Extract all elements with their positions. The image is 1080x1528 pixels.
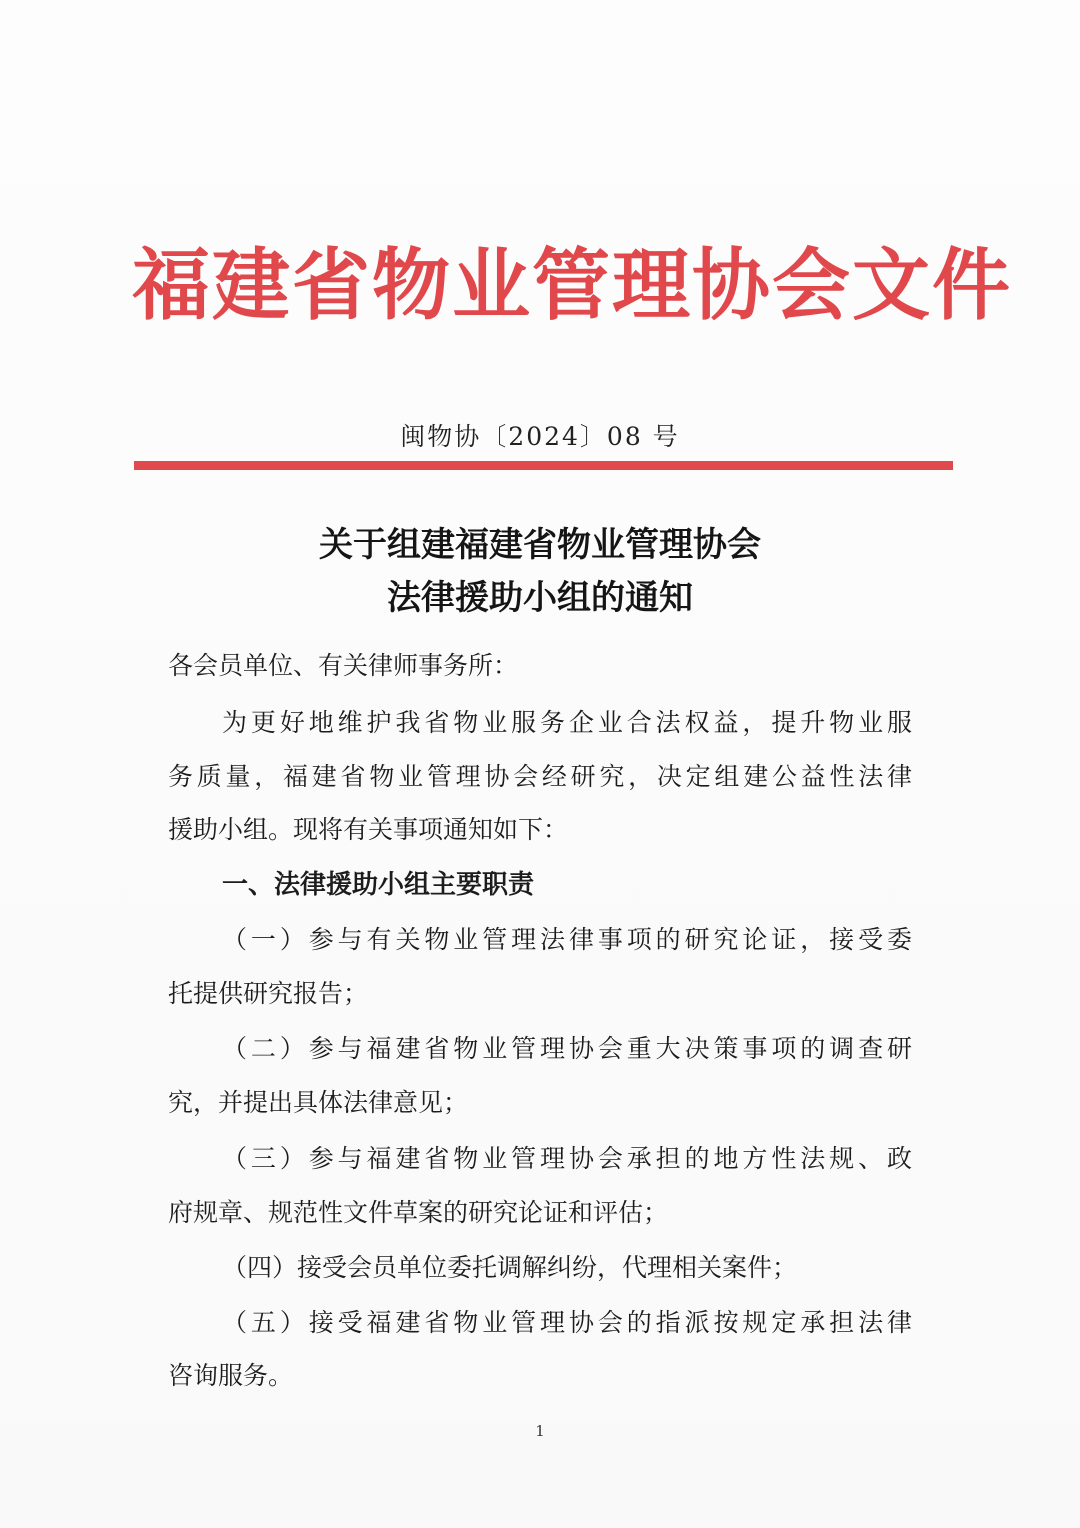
intro-line-1: 为更好地维护我省物业服务企业合法权益，提升物业服	[222, 708, 912, 737]
document-number: 闽物协〔2024〕08 号	[400, 422, 680, 451]
item-5-line-2: 咨询服务。	[168, 1361, 294, 1390]
item-3-line-2: 府规章、规范性文件草案的研究论证和评估；	[168, 1198, 669, 1227]
notice-title-line-1: 关于组建福建省物业管理协会	[319, 525, 761, 565]
masthead-title: 福建省物业管理协会文件	[132, 241, 1013, 331]
item-3-line-1: （三）参与福建省物业管理协会承担的地方性法规、政	[222, 1144, 912, 1173]
intro-line-2: 务质量，福建省物业管理协会经研究，决定组建公益性法律	[168, 762, 912, 791]
notice-title-line-2: 法律援助小组的通知	[387, 578, 693, 618]
item-1-line-2: 托提供研究报告；	[168, 979, 369, 1008]
item-2-line-1: （二）参与福建省物业管理协会重大决策事项的调查研	[222, 1034, 912, 1063]
item-1-line-1: （一）参与有关物业管理法律事项的研究论证，接受委	[222, 925, 912, 954]
intro-line-3: 援助小组。现将有关事项通知如下：	[168, 815, 569, 844]
red-divider-rule	[134, 461, 953, 470]
item-5-line-1: （五）接受福建省物业管理协会的指派按规定承担法律	[222, 1308, 912, 1337]
page-number: 1	[535, 1422, 545, 1440]
item-4-line-1: （四）接受会员单位委托调解纠纷，代理相关案件；	[222, 1253, 798, 1282]
item-2-line-2: 究，并提出具体法律意见；	[168, 1088, 469, 1117]
section-heading: 一、法律援助小组主要职责	[222, 870, 535, 900]
salutation: 各会员单位、有关律师事务所：	[168, 651, 519, 680]
